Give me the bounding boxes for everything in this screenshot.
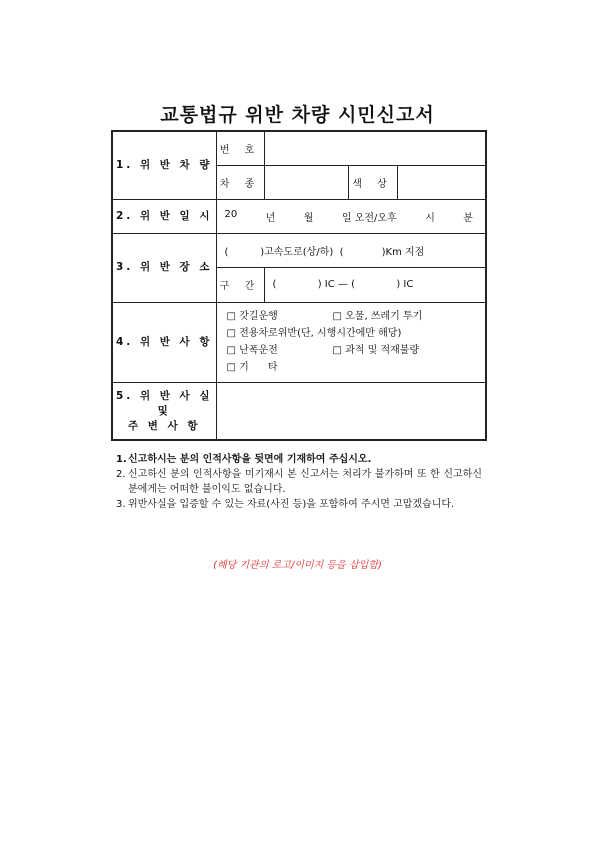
note-item [116, 467, 482, 497]
place-header: 3. 위 반 장 소 [112, 234, 216, 302]
datetime-year-prefix: 20 [224, 209, 238, 221]
datetime-year-label: 년 [265, 213, 276, 225]
violation-row [227, 359, 486, 376]
violation-row [227, 308, 486, 325]
note-number: 3. [116, 499, 126, 510]
place-highway-field[interactable]: ( )고속도로(상/하) ( )Km 지점 [216, 234, 486, 268]
note-text: 위반사실을 입증할 수 있는 자료(사진 등)을 포함하여 주시면 고맙겠습니다. [128, 499, 455, 510]
datetime-day-ampm-label: 일 오전/오후 [341, 213, 397, 225]
place-section-field[interactable]: ( ) IC — ( ) IC [264, 268, 486, 302]
vehicle-color-field[interactable] [397, 165, 486, 199]
note-number: 2. [116, 469, 126, 480]
checkbox-littering[interactable]: □ 오물, 쓰레기 투기 [332, 311, 423, 323]
datetime-month-label: 월 [303, 213, 314, 225]
datetime-minute-label: 분 [463, 213, 473, 225]
vehicle-color-label: 색 상 [348, 165, 397, 199]
facts-header-line3: 주 변 사 항 [127, 419, 201, 432]
vehicle-number-field[interactable] [264, 131, 486, 165]
datetime-parts [217, 209, 486, 224]
violation-row [227, 325, 486, 342]
datetime-hour-label: 시 [425, 213, 435, 225]
datetime-header: 2. 위 반 일 시 [112, 199, 216, 233]
checkbox-overload[interactable]: □ 과적 및 적재불량 [332, 345, 420, 357]
facts-header [112, 383, 216, 440]
vehicle-header: 1. 위 반 차 량 [112, 131, 216, 199]
checkbox-lane-violation[interactable]: □ 전용차로위반(단, 시행시간에만 해당) [226, 328, 402, 340]
note-item [116, 452, 482, 467]
note-text: 신고하신 분의 인적사항을 미기재시 본 신고서는 처리가 불가하며 또 한 신고하신분에게는 어떠한 불이익도 없습니다. [128, 469, 482, 495]
note-number: 1. [116, 454, 127, 465]
notes-list [116, 452, 482, 512]
checkbox-reckless-driving[interactable]: □ 난폭운전 [226, 345, 278, 357]
checkbox-other[interactable]: □ 기 타 [226, 362, 278, 374]
items-header: 4. 위 반 사 항 [112, 302, 216, 383]
violation-items [216, 302, 486, 383]
vehicle-number-label: 번 호 [216, 131, 264, 165]
place-section-label: 구 간 [216, 268, 264, 302]
violation-row [227, 342, 486, 359]
datetime-field[interactable] [216, 199, 486, 233]
facts-header-line1: 5. 위 반 사 실 [116, 389, 213, 402]
logo-placeholder: (해당 기관의 로고/이미지 등을 삽입함) [213, 560, 382, 571]
form-title: 교통법규 위반 차량 시민신고서 [160, 104, 435, 126]
facts-field[interactable] [216, 383, 486, 440]
vehicle-type-label: 차 종 [216, 165, 264, 199]
report-form-table [111, 130, 487, 441]
facts-header-line2: 및 [157, 404, 171, 417]
checkbox-shoulder-driving[interactable]: □ 갓길운행 [226, 311, 278, 323]
vehicle-type-field[interactable] [264, 165, 348, 199]
note-item [116, 497, 482, 512]
note-text: 신고하시는 분의 인적사항을 뒷면에 기재하여 주십시오. [128, 454, 372, 465]
